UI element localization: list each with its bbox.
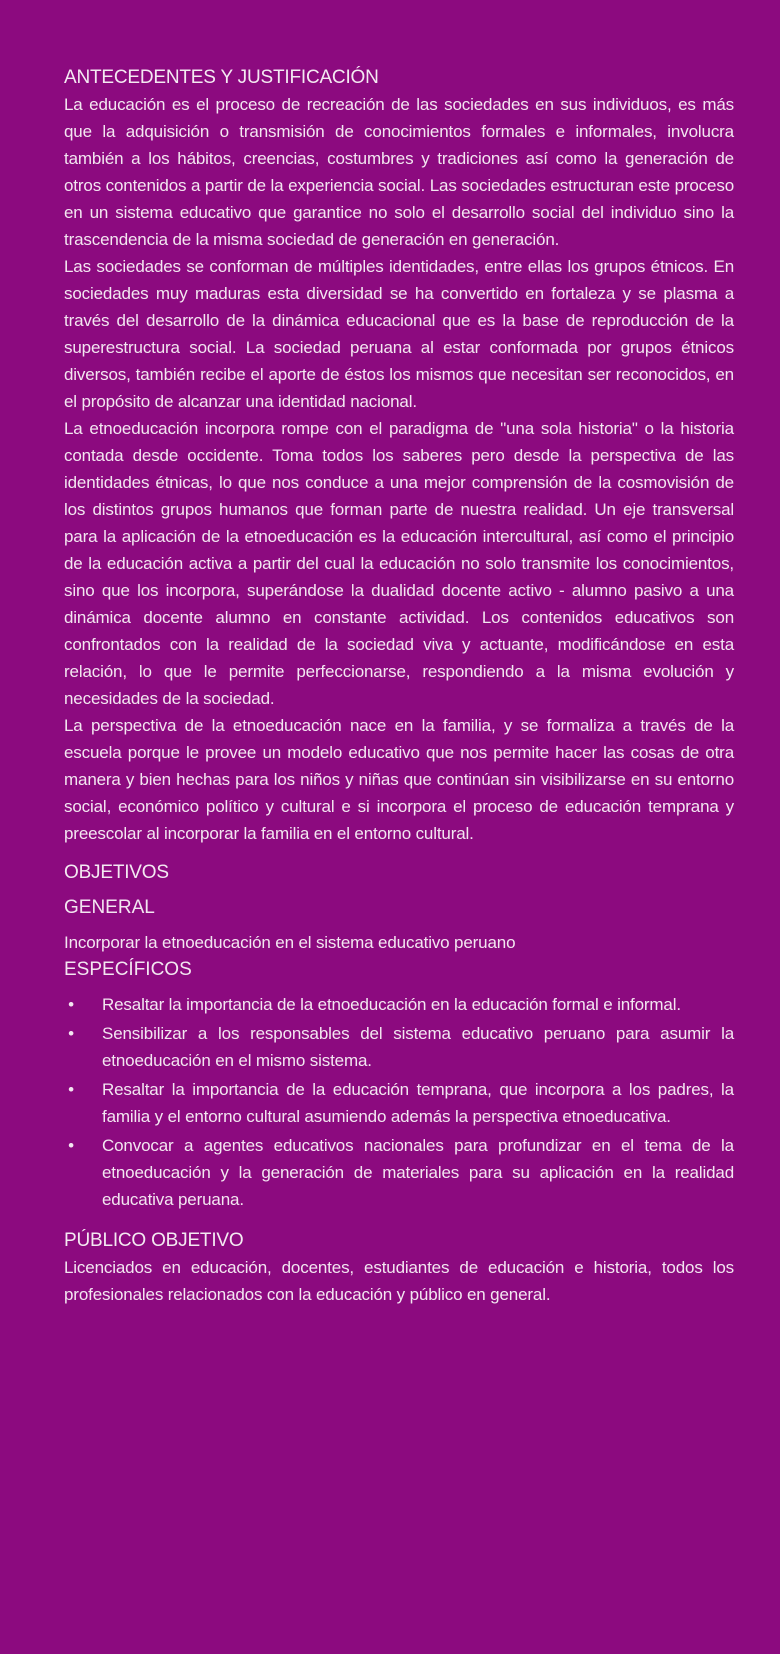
list-item <box>64 1132 734 1213</box>
especificos-heading: ESPECÍFICOS <box>64 959 192 980</box>
antecedentes-section <box>64 64 734 847</box>
objetivos-section <box>64 859 734 1213</box>
antecedentes-paragraph-3: La etnoeducación incorpora rompe con el paradigma de "una sola historia" o la historia contada desde occidente. Toma todos los saberes pero desde la perspectiva de las identidades étnicas, lo que nos conduce a una mejor comprensión de la cosmovisión de los distintos grupos humanos que forman parte de nuestra realidad. Un eje transversal para la aplicación de la etnoeducación es la educación intercultural, así como el principio de la educación activa a partir del cual la educación no solo transmite los conocimientos, sino que los incorpora, superándose la dualidad docente activo - alumno pasivo a una dinámica docente alumno en constante actividad. Los contenidos educativos son confrontados con la realidad de la sociedad viva y actuante, modificándose en esta relación, lo que le permite perfeccionarse, respondiendo a la misma evolución y necesidades de la sociedad. <box>64 419 734 708</box>
antecedentes-paragraph-4: La perspectiva de la etnoeducación nace en la familia, y se formaliza a través de la escuela porque le provee un modelo educativo que nos permite hacer las cosas de otra manera y bien hechas para los niños y niñas que continúan sin visibilizarse en su entorno social, económico político y cultural e si incorpora el proceso de educación temprana y preescolar al incorporar la familia en el entorno cultural. <box>64 716 734 843</box>
list-item <box>64 1020 734 1074</box>
antecedentes-heading: ANTECEDENTES Y JUSTIFICACIÓN <box>64 67 379 88</box>
publico-heading: PÚBLICO OBJETIVO <box>64 1230 244 1251</box>
publico-text: Licenciados en educación, docentes, estudiantes de educación e historia, todos los profesionales relacionados con la educación y público en general. <box>64 1258 734 1304</box>
bullet-icon: • <box>68 995 74 1014</box>
list-item <box>64 991 734 1018</box>
list-item-text: Sensibilizar a los responsables del sistema educativo peruano para asumir la etnoeducación en el mismo sistema. <box>102 1024 734 1070</box>
list-item-text: Convocar a agentes educativos nacionales para profundizar en el tema de la etnoeducación y la generación de materiales para su aplicación en la realidad educativa peruana. <box>102 1136 734 1209</box>
publico-section <box>64 1227 734 1308</box>
bullet-icon: • <box>68 1136 74 1155</box>
bullet-icon: • <box>68 1024 74 1043</box>
bullet-icon: • <box>68 1080 74 1099</box>
antecedentes-paragraph-2: Las sociedades se conforman de múltiples identidades, entre ellas los grupos étnicos. En sociedades muy maduras esta diversidad se ha convertido en fortaleza y se plasma a través del desarrollo de la dinámica educacional que es la base de reproducción de la superestructura social. La sociedad peruana al estar conformada por grupos étnicos diversos, también recibe el aporte de éstos los mismos que necesitan ser reconocidos, en el propósito de alcanzar una identidad nacional. <box>64 257 734 411</box>
general-text: Incorporar la etnoeducación en el sistema educativo peruano <box>64 933 516 952</box>
general-heading: GENERAL <box>64 897 155 918</box>
list-item <box>64 1076 734 1130</box>
list-item-text: Resaltar la importancia de la educación temprana, que incorpora a los padres, la familia y el entorno cultural asumiendo además la perspectiva etnoeducativa. <box>102 1080 734 1126</box>
objetivos-heading: OBJETIVOS <box>64 862 169 883</box>
especificos-list <box>64 991 734 1213</box>
list-item-text: Resaltar la importancia de la etnoeducación en la educación formal e informal. <box>102 995 681 1014</box>
antecedentes-paragraph-1: La educación es el proceso de recreación de las sociedades en sus individuos, es más que la adquisición o transmisión de conocimientos formales e informales, involucra también a los hábitos, creencias, costumbres y tradiciones así como la generación de otros contenidos a partir de la experiencia social. Las sociedades estructuran este proceso en un sistema educativo que garantice no solo el desarrollo social del individuo sino la trascendencia de la misma sociedad de generación en generación. <box>64 95 734 249</box>
